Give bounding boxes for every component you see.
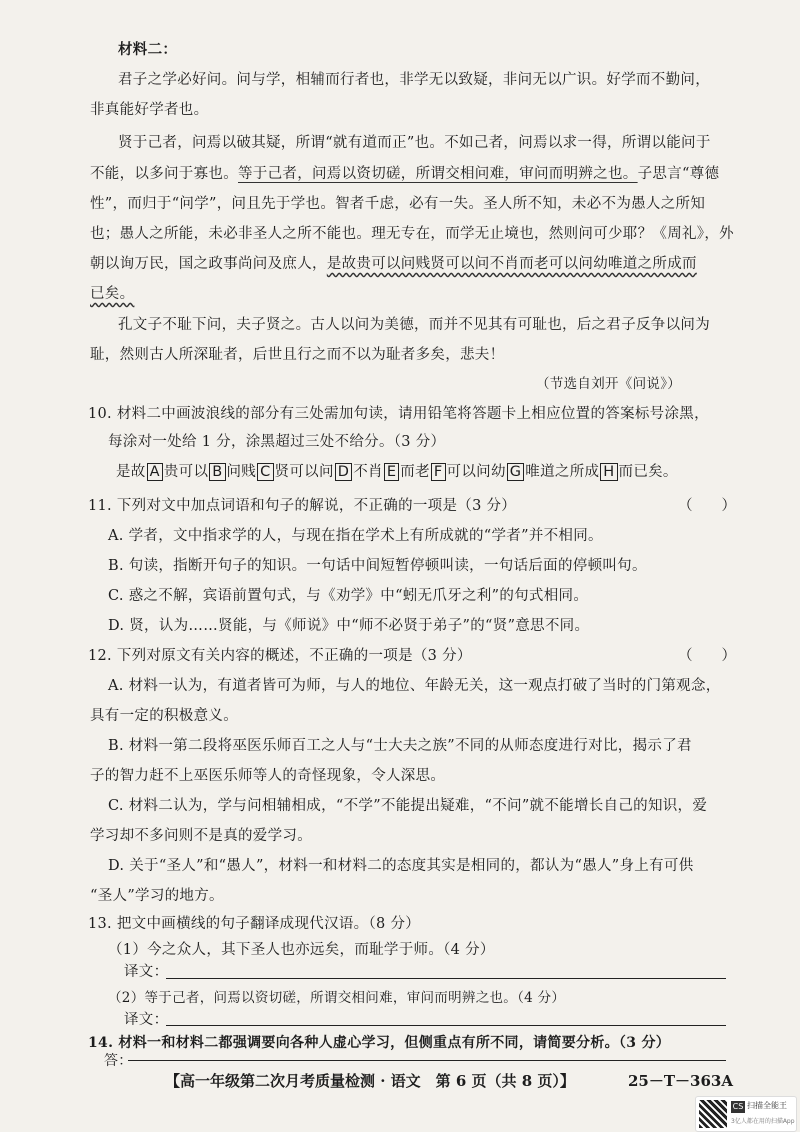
q12-option-d-line2: “圣人”学习的地方。 (90, 888, 224, 904)
q10-box-h[interactable]: H (600, 463, 617, 481)
material2-heading: 材料二： (118, 41, 178, 58)
material2-p1-line1: 君子之学必好问。问与学，相辅而行者也，非学无以致疑，非问无以广识。好学而不勤问， (118, 72, 710, 88)
q10-text: 唯道之所成 (525, 464, 600, 480)
scanner-stamp (695, 1096, 797, 1132)
q10-box-g[interactable]: G (507, 463, 525, 481)
q10-text: 贤可以问 (274, 464, 334, 480)
q10-text: 贵可以 (163, 464, 209, 480)
q10-stem-line1: 10. 材料二中画波浪线的部分有三处需加句读，请用铅笔将答题卡上相应位置的答案标号涂黑， (88, 406, 709, 422)
q10-text: 不肖 (353, 464, 383, 480)
q11-stem: 11. 下列对文中加点词语和句子的解说，不正确的一项是（3 分） (88, 498, 517, 514)
material2-p1-line2: 非真能好学者也。 (90, 102, 209, 118)
q12-answer-paren[interactable]: （ ） (678, 648, 736, 664)
q10-text: 是故 (116, 464, 146, 480)
material2-p3-line1: 孔文子不耻下问，夫子贤之。古人以问为美德，而并不见其有可耻也，后之君子反争以问为 (118, 317, 710, 333)
q12-stem: 12. 下列对原文有关内容的概述，不正确的一项是（3 分） (88, 648, 472, 664)
text-segment: 朝以询万民，国之政事尚问及庶人， (90, 256, 327, 272)
text-segment: 不能，以多问于寡也。 (90, 166, 238, 182)
material2-p3-line2: 耻，然则古人所深耻者，后世且行之而不以为耻者多矣，悲夫！ (90, 347, 505, 363)
q13-answer1-line[interactable] (166, 978, 726, 979)
q10-text: 可以问幼 (446, 464, 506, 480)
q11-option-c: C. 惑之不解，宾语前置句式，与《劝学》中“蚓无爪牙之利”的句式相同。 (108, 588, 589, 604)
footer-code: 25－T－363A (628, 1072, 733, 1090)
q10-box-c[interactable]: C (257, 463, 273, 481)
q12-option-d-line1: D. 关于“圣人”和“愚人”，材料一和材料二的态度其实是相同的，都认为“愚人”身上有可供 (108, 858, 694, 874)
qr-code-icon (699, 1100, 727, 1128)
q12-option-b-line2: 子的智力赶不上巫医乐师等人的奇怪现象，令人深思。 (90, 768, 446, 784)
q10-box-b[interactable]: B (209, 463, 225, 481)
q13-sentence1: （1）今之众人，其下圣人也亦远矣，而耻学于师。（4 分） (108, 942, 495, 958)
q13-answer1-label: 译文： (124, 964, 169, 980)
q13-answer2-line[interactable] (166, 1025, 726, 1026)
q10-options (116, 460, 678, 481)
text-segment: 子思言“尊德 (637, 166, 720, 182)
q10-text: 而已矣。 (618, 464, 678, 480)
q12-option-c-line1: C. 材料二认为，学与问相辅相成，“不学”不能提出疑难，“不问”就不能增长自己的知识，爱 (108, 798, 708, 814)
q12-option-c-line2: 学习却不多问则不是真的爱学习。 (90, 828, 312, 844)
q13-stem: 13. 把文中画横线的句子翻译成现代汉语。（8 分） (88, 916, 421, 932)
material2-p2-line1: 贤于己者，问焉以破其疑，所谓“就有道而正”也。不如己者，问焉以求一得，所谓以能问于 (118, 135, 711, 151)
scanner-slogan: 3亿人都在用的扫描App (731, 1118, 795, 1125)
material2-p2-line6: 已矣。 (90, 286, 135, 302)
material2-p2-line3: 性”，而归于“问学”，问且先于学也。智者千虑，必有一失。圣人所不知，未必不为愚人之所知 (90, 196, 706, 212)
q10-box-f[interactable]: F (431, 463, 446, 481)
q11-option-a: A. 学者，文中指求学的人，与现在指在学术上有所成就的“学者”并不相同。 (108, 528, 603, 544)
underlined-sentence: 等于己者，问焉以资切磋，所谓交相问难，审问而明辨之也。 (238, 166, 638, 182)
material2-p2-line2 (90, 162, 719, 183)
q14-answer-label: 答： (104, 1053, 133, 1069)
scanner-name: 扫描全能王 (747, 1101, 787, 1110)
q12-option-a-line2: 具有一定的积极意义。 (90, 708, 238, 724)
q10-text: 问贱 (226, 464, 257, 480)
q14-answer-line[interactable] (128, 1060, 726, 1061)
q11-option-d: D. 贤，认为……贤能，与《师说》中“师不必贤于弟子”的“贤”意思不同。 (108, 618, 590, 634)
q10-text: 而老 (400, 464, 430, 480)
material2-p2-line4: 也；愚人之所能，未必非圣人之所不能也。理无专在，而学无止境也，然则问可少耶？《周礼》，外 (90, 226, 734, 242)
q13-answer2-label: 译文： (124, 1012, 169, 1028)
q14-stem: 14. 材料一和材料二都强调要向各种人虚心学习，但侧重点有所不同，请简要分析。（3 分） (88, 1035, 671, 1051)
source-citation: （节选自刘开《问说》） (536, 376, 682, 392)
q11-option-b: B. 句读，指断开句子的知识。一句话中间短暂停顿叫读，一句话后面的停顿叫句。 (108, 558, 647, 574)
footer-title: 【高一年级第二次月考质量检测 · 语文 第 6 页（共 8 页）】 (165, 1072, 575, 1090)
q11-answer-paren[interactable]: （ ） (678, 498, 736, 514)
scanner-logo-icon: CS (732, 1102, 744, 1111)
q13-sentence2: （2）等于己者，问焉以资切磋，所谓交相问难，审问而明辨之也。（4 分） (108, 990, 566, 1006)
q10-box-e[interactable]: E (384, 463, 399, 481)
material2-p2-line5 (90, 252, 697, 273)
wavy-sentence: 是故贵可以问贱贤可以问不肖而老可以问幼唯道之所成而 (326, 256, 697, 272)
q12-option-a-line1: A. 材料一认为，有道者皆可为师，与人的地位、年龄无关，这一观点打破了当时的门第观念， (108, 678, 721, 694)
q12-option-b-line1: B. 材料一第二段将巫医乐师百工之人与“士大夫之族”不同的从师态度进行对比，揭示了君 (108, 738, 692, 754)
q10-box-a[interactable]: A (147, 463, 163, 481)
q10-stem-line2: 每涂对一处给 1 分，涂黑超过三处不给分。（3 分） (108, 434, 446, 450)
q10-box-d[interactable]: D (335, 463, 352, 481)
